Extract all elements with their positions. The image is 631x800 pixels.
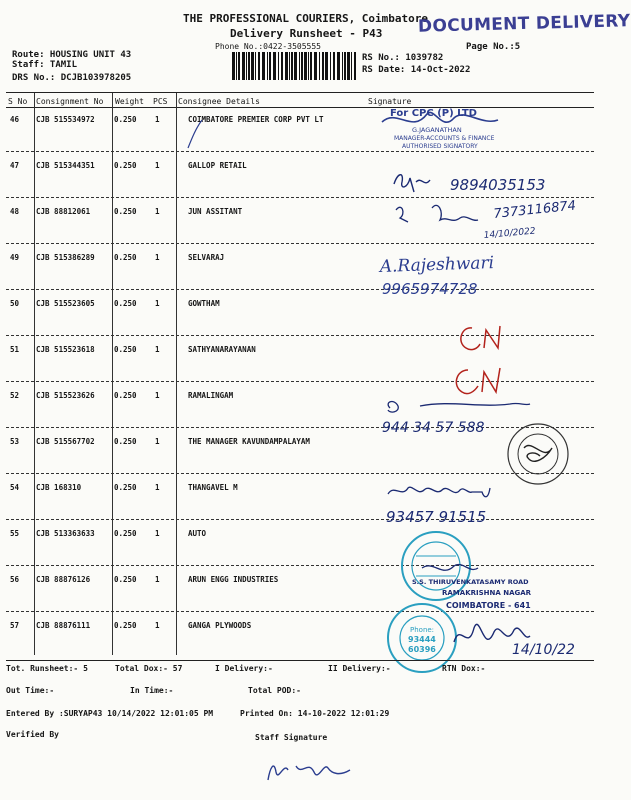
ganga-phone-2: 60396 <box>408 645 436 654</box>
tot-runsheet: Tot. Runsheet:- 5 <box>6 664 88 673</box>
barcode-bar <box>248 52 250 80</box>
row-pcs: 1 <box>155 253 160 262</box>
company-phone: Phone No.:0422-3505555 <box>215 42 321 51</box>
row-consignee: SATHYANARAYANAN <box>188 345 256 354</box>
row-consignee: COIMBATORE PREMIER CORP PVT LT <box>188 115 324 124</box>
date-row-57: 14/10/22 <box>512 642 575 658</box>
barcode-bar <box>333 52 335 80</box>
column-divider <box>176 93 177 655</box>
staff-signature-label: Staff Signature <box>255 733 328 742</box>
row-consignee: SELVARAJ <box>188 253 225 262</box>
row-consignee: GANGA PLYWOODS <box>188 621 252 630</box>
barcode <box>232 52 356 80</box>
barcode-bar <box>258 52 260 80</box>
phone-row-48: 7373116874 <box>492 198 577 222</box>
barcode-bar <box>322 52 324 80</box>
row-consignee: THANGAVEL M <box>188 483 238 492</box>
signature-row-48 <box>392 198 592 246</box>
tick-mark <box>176 118 206 158</box>
row-consignment: CJB 513363633 <box>36 529 95 538</box>
barcode-bar <box>337 52 340 80</box>
ganga-phone-label: Phone: <box>410 626 435 634</box>
row-pcs: 1 <box>155 161 160 170</box>
row-pcs: 1 <box>155 115 160 124</box>
barcode-bar <box>308 52 309 80</box>
row-consignee: JUN ASSITANT <box>188 207 243 216</box>
row-consignment: CJB 515344351 <box>36 161 95 170</box>
barcode-bar <box>304 52 307 80</box>
barcode-bar <box>262 52 265 80</box>
printed-on: Printed On: 14-10-2022 12:01:29 <box>240 709 390 718</box>
row-sno: 53 <box>10 437 20 446</box>
row-sno: 50 <box>10 299 20 308</box>
barcode-bar <box>291 52 293 80</box>
in-time: In Time:- <box>130 686 174 695</box>
address-stamp-line3: COIMBATORE - 641 <box>446 601 531 610</box>
row-sno: 46 <box>10 115 20 124</box>
row-consignment: CJB 515386289 <box>36 253 95 262</box>
rs-number: RS No.: 1039782 <box>362 53 444 63</box>
row-sno: 51 <box>10 345 20 354</box>
barcode-bar <box>294 52 297 80</box>
staff-signature <box>262 752 372 792</box>
phone-row-54: 93457 91515 <box>386 508 487 526</box>
address-stamp-line1: S.S. THIRUVENKATASAMY ROAD <box>412 578 529 586</box>
row-sno: 55 <box>10 529 20 538</box>
phone-row-52: 944 34 57 588 <box>382 420 485 436</box>
barcode-bar <box>289 52 290 80</box>
barcode-bar <box>232 52 235 80</box>
col-weight: Weight <box>115 97 144 106</box>
total-dox: Total Dox:- 57 <box>115 664 183 673</box>
row-weight: 0.250 <box>114 207 137 216</box>
row-pcs: 1 <box>155 207 160 216</box>
date-row-48: 14/10/2022 <box>483 226 536 241</box>
row-pcs: 1 <box>155 483 160 492</box>
name-row-49: A.Rajeshwari <box>379 253 495 277</box>
barcode-bar <box>281 52 283 80</box>
drs-number: DRS No.: DCJB103978205 <box>12 73 132 83</box>
signature-row-47 <box>390 168 590 198</box>
row-consignee: ARUN ENGG INDUSTRIES <box>188 575 279 584</box>
signature-row-49 <box>378 250 578 298</box>
row-pcs: 1 <box>155 345 160 354</box>
row-pcs: 1 <box>155 621 160 630</box>
document-delivery-stamp: DOCUMENT DELIVERY <box>417 11 631 37</box>
barcode-bar <box>236 52 237 80</box>
row-consignment: CJB 515534972 <box>36 115 95 124</box>
verified-by: Verified By <box>6 730 59 739</box>
row-pcs: 1 <box>155 299 160 308</box>
ganga-phone-1: 93444 <box>408 635 436 644</box>
row-consignment: CJB 515523618 <box>36 345 95 354</box>
row-consignee: RAMALINGAM <box>188 391 234 400</box>
cn-mark-row-50 <box>452 318 522 358</box>
col-consignee: Consignee Details <box>178 97 260 106</box>
row-consignment: CJB 515567702 <box>36 437 95 446</box>
row-sno: 54 <box>10 483 20 492</box>
column-divider <box>34 93 35 655</box>
cpc-authorised-stamp <box>372 104 512 160</box>
rtn-dox: RTN Dox:- <box>442 664 486 673</box>
signature-row-54 <box>384 480 584 528</box>
row-consignee: GALLOP RETAIL <box>188 161 247 170</box>
col-signature: Signature <box>368 97 412 106</box>
row-weight: 0.250 <box>114 483 137 492</box>
barcode-bar <box>242 52 245 80</box>
col-sno: S No <box>8 97 28 106</box>
row-consignment: CJB 88876126 <box>36 575 91 584</box>
barcode-bar <box>278 52 279 80</box>
ii-delivery: II Delivery:- <box>328 664 391 673</box>
i-delivery: I Delivery:- <box>215 664 273 673</box>
row-sno: 57 <box>10 621 20 630</box>
barcode-bar <box>319 52 320 80</box>
barcode-bar <box>273 52 276 80</box>
out-time: Out Time:- <box>6 686 55 695</box>
staff-label: Staff: TAMIL <box>12 60 78 70</box>
barcode-bar <box>285 52 288 80</box>
row-sno: 52 <box>10 391 20 400</box>
cpc-stamp-line4: AUTHORISED SIGNATORY <box>402 143 478 150</box>
total-pod: Total POD:- <box>248 686 301 695</box>
barcode-bar <box>314 52 317 80</box>
page-number: Page No.:5 <box>466 42 521 52</box>
row-consignee: THE MANAGER KAVUNDAMPALAYAM <box>188 437 310 446</box>
row-sno: 56 <box>10 575 20 584</box>
row-consignment: CJB 515523626 <box>36 391 95 400</box>
row-pcs: 1 <box>155 575 160 584</box>
row-pcs: 1 <box>155 437 160 446</box>
row-weight: 0.250 <box>114 345 137 354</box>
barcode-bar <box>255 52 256 80</box>
row-weight: 0.250 <box>114 391 137 400</box>
cpc-stamp-line1: For CPC (P) LTD <box>390 108 477 119</box>
barcode-bar <box>351 52 352 80</box>
barcode-bar <box>342 52 343 80</box>
col-pcs: PCS <box>153 97 168 106</box>
barcode-bar <box>354 52 356 80</box>
barcode-bar <box>246 52 247 80</box>
barcode-bar <box>299 52 300 80</box>
table-top-rule <box>6 92 594 93</box>
row-weight: 0.250 <box>114 299 137 308</box>
barcode-bar <box>251 52 254 80</box>
footer-rule <box>6 660 594 661</box>
entered-by: Entered By :SURYAP43 10/14/2022 12:01:05 PM <box>6 709 214 718</box>
row-weight: 0.250 <box>114 529 137 538</box>
phone-row-47: 9894035153 <box>450 176 546 194</box>
row-consignment: CJB 515523605 <box>36 299 95 308</box>
cpc-stamp-line2: G.JAGANATHAN <box>412 126 462 134</box>
barcode-bar <box>325 52 328 80</box>
row-weight: 0.250 <box>114 575 137 584</box>
row-weight: 0.250 <box>114 437 137 446</box>
row-consignment: CJB 88876111 <box>36 621 91 630</box>
row-sno: 49 <box>10 253 20 262</box>
row-sno: 48 <box>10 207 20 216</box>
col-consignment: Consignment No <box>36 97 104 106</box>
row-weight: 0.250 <box>114 621 137 630</box>
barcode-bar <box>310 52 312 80</box>
barcode-bar <box>301 52 303 80</box>
rs-date: RS Date: 14-Oct-2022 <box>362 65 471 75</box>
row-pcs: 1 <box>155 529 160 538</box>
row-weight: 0.250 <box>114 115 137 124</box>
address-stamp-line2: RAMAKRISHNA NAGAR <box>442 589 532 597</box>
row-pcs: 1 <box>155 391 160 400</box>
row-weight: 0.250 <box>114 253 137 262</box>
phone-row-49: 9965974728 <box>382 280 478 298</box>
barcode-bar <box>344 52 346 80</box>
row-consignment: CJB 88812061 <box>36 207 91 216</box>
row-consignee: AUTO <box>188 529 207 538</box>
route-label: Route: HOUSING UNIT 43 <box>12 50 132 60</box>
row-weight: 0.250 <box>114 161 137 170</box>
column-divider <box>112 93 113 655</box>
barcode-bar <box>238 52 240 80</box>
barcode-bar <box>267 52 268 80</box>
cpc-stamp-line3: MANAGER-ACCOUNTS & FINANCE <box>394 135 495 142</box>
row-sno: 47 <box>10 161 20 170</box>
barcode-bar <box>269 52 271 80</box>
row-consignee: GOWTHAM <box>188 299 220 308</box>
row-consignment: CJB 168310 <box>36 483 82 492</box>
barcode-bar <box>347 52 350 80</box>
company-name: THE PROFESSIONAL COURIERS, Coimbatore <box>183 12 429 25</box>
runsheet-title: Delivery Runsheet - P43 <box>230 27 383 40</box>
barcode-bar <box>330 52 331 80</box>
